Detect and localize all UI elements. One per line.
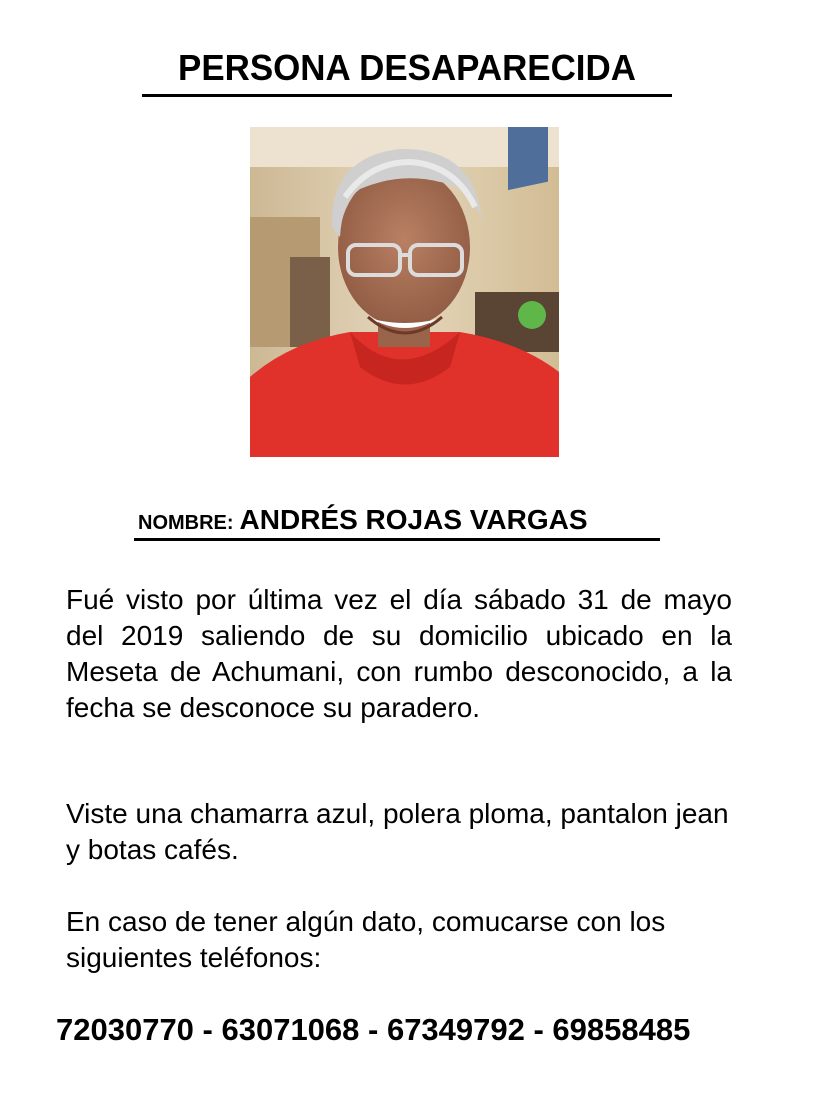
person-name: ANDRÉS ROJAS VARGAS [239,504,588,535]
missing-person-photo [250,127,559,457]
poster-title: PERSONA DESAPARECIDA [178,47,636,88]
title-underline [142,94,672,97]
name-underline [134,538,660,541]
name-label: NOMBRE: [138,512,234,534]
phone-numbers: 72030770 - 63071068 - 67349792 - 69858485 [56,1012,691,1047]
contact-paragraph: En caso de tener algún dato, comucarse con los siguientes teléfonos: [66,906,666,973]
last-seen-paragraph: Fué visto por última vez el día sábado 31 de mayo del 2019 saliendo de su domicilio ubicado en la Meseta de Achumani, con rumbo desconocido, a la fecha se desconoce su paradero. [66,584,732,723]
clothing-paragraph: Viste una chamarra azul, polera ploma, pantalon jean y botas cafés. [66,798,729,865]
name-line [138,503,658,542]
